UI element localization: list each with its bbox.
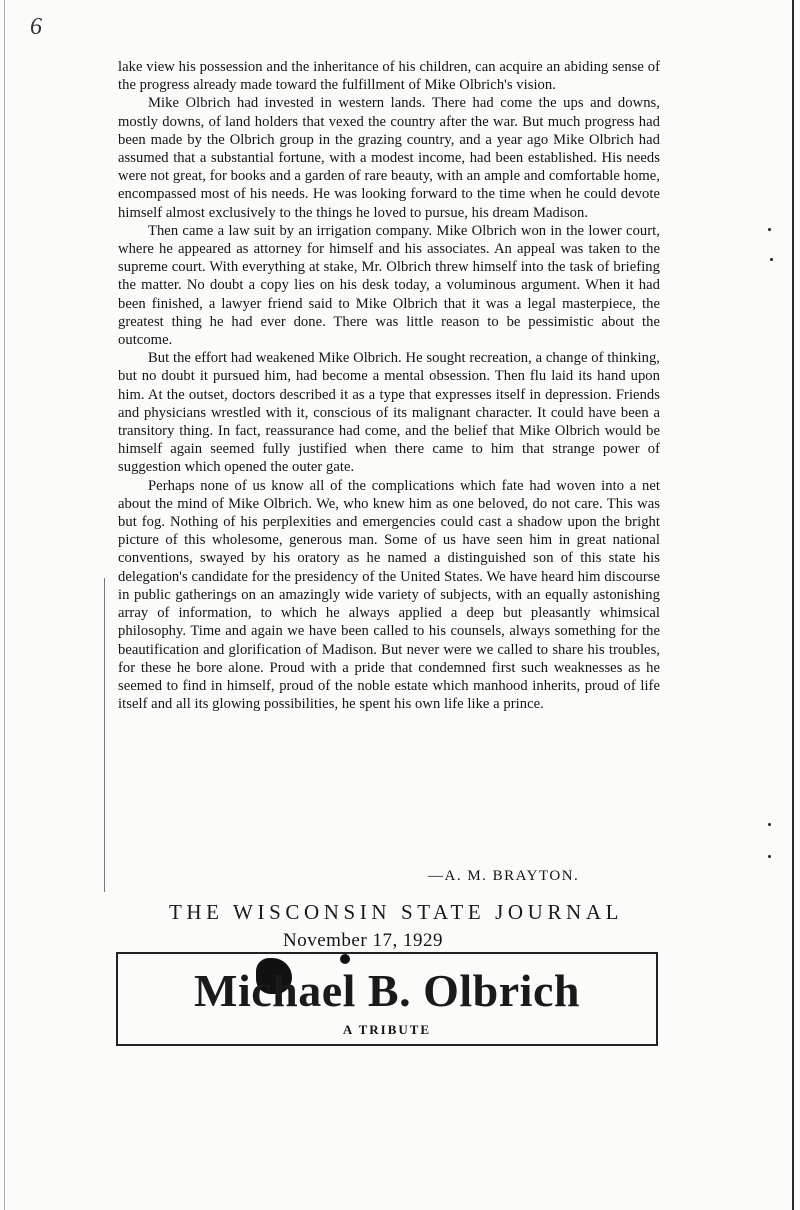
author-signature: —A. M. BRAYTON.: [428, 868, 580, 884]
scan-speck: [768, 823, 771, 826]
page-number: 6: [30, 14, 42, 40]
page-left-edge: [4, 0, 5, 1210]
scan-speck: [768, 855, 771, 858]
ink-dot: [340, 954, 350, 964]
tribute-subtitle: A TRIBUTE: [342, 1022, 432, 1037]
scan-speck: [768, 228, 771, 231]
tribute-heading-box: [116, 952, 658, 1046]
article-paragraph: But the effort had weakened Mike Olbrich. He sought recreation, a change of thinking, but no doubt it pursued him, had become a mental obsession. Then flu laid its hand upon him. At the outset, doctors described it as a type that expresses itself in depression. Friends and physicians wrestled with it, conscious of its malignant character. It could have been a transitory thing. In fact, reassurance had come, and the belief that Mike Olbrich would be himself again seemed fully justified when there came to him that strange power of suggestion which opened the outer gate.: [118, 350, 660, 476]
article-paragraph: Mike Olbrich had invested in western lands. There had come the ups and downs, mostly downs, of land holders that vexed the country after the war. But much progress had been made by the Olbrich group in the grazing country, and a year ago Mike Olbrich had assumed that a substantial fortune, with a modest income, had been established. His needs were not great, for books and a garden of rare beauty, with an ample and comfortable home, encompassed most of his needs. He was looking forward to the time when he could devote himself almost exclusively to the things he loved to pursue, his dream Madison.: [118, 95, 660, 221]
publication-date: November 17, 1929: [283, 930, 443, 951]
page-right-edge: [792, 0, 794, 1210]
scan-speck: [770, 258, 773, 261]
article-paragraph: lake view his possession and the inheritance of his children, can acquire an abiding sense of the progress already made toward the fulfillment of Mike Olbrich's vision.: [118, 59, 660, 94]
article-paragraph: Then came a law suit by an irrigation company. Mike Olbrich won in the lower court, where he appeared as attorney for himself and his associates. An appeal was taken to the supreme court. With everything at stake, Mr. Olbrich threw himself into the task of briefing the matter. No doubt a copy lies on his desk today, a voluminous argument. When it had been finished, a lawyer friend said to Mike Olbrich that it was a legal masterpiece, the greatest thing he had ever done. There was little reason to be pessimistic about the outcome.: [118, 222, 660, 349]
clipping-border-line: [104, 578, 105, 892]
article-paragraph: Perhaps none of us know all of the complications which fate had woven into a net about the mind of Mike Olbrich. We, who knew him as one beloved, do not care. This was but fog. Nothing of his perplexities and emergencies could cast a shadow upon the bright picture of this wholesome, generous man. Some of us have seen him in great national conventions, swayed by his oratory as he named a distinguished son of this state his delegation's candidate for the presidency of the United States. We have heard him discourse in public gatherings on an amazingly wide variety of subjects, with an equally astonishing array of information, to which he always applied a deep but pleasantly whimsical philosophy. Time and again we have been called to his counsels, always something for the beautification and glorification of Madison. But never were we called to share his troubles, for these he bore alone. Proud with a pride that condemned first such weaknesses as he seemed to find in himself, proud of the noble estate which manhood inherits, proud of life itself and all its glowing possibilities, he spent his own life like a prince.: [118, 477, 660, 713]
tribute-title: Michael B. Olbrich: [194, 965, 580, 1016]
newspaper-masthead: THE WISCONSIN STATE JOURNAL: [168, 900, 624, 924]
article-body: [118, 58, 660, 713]
